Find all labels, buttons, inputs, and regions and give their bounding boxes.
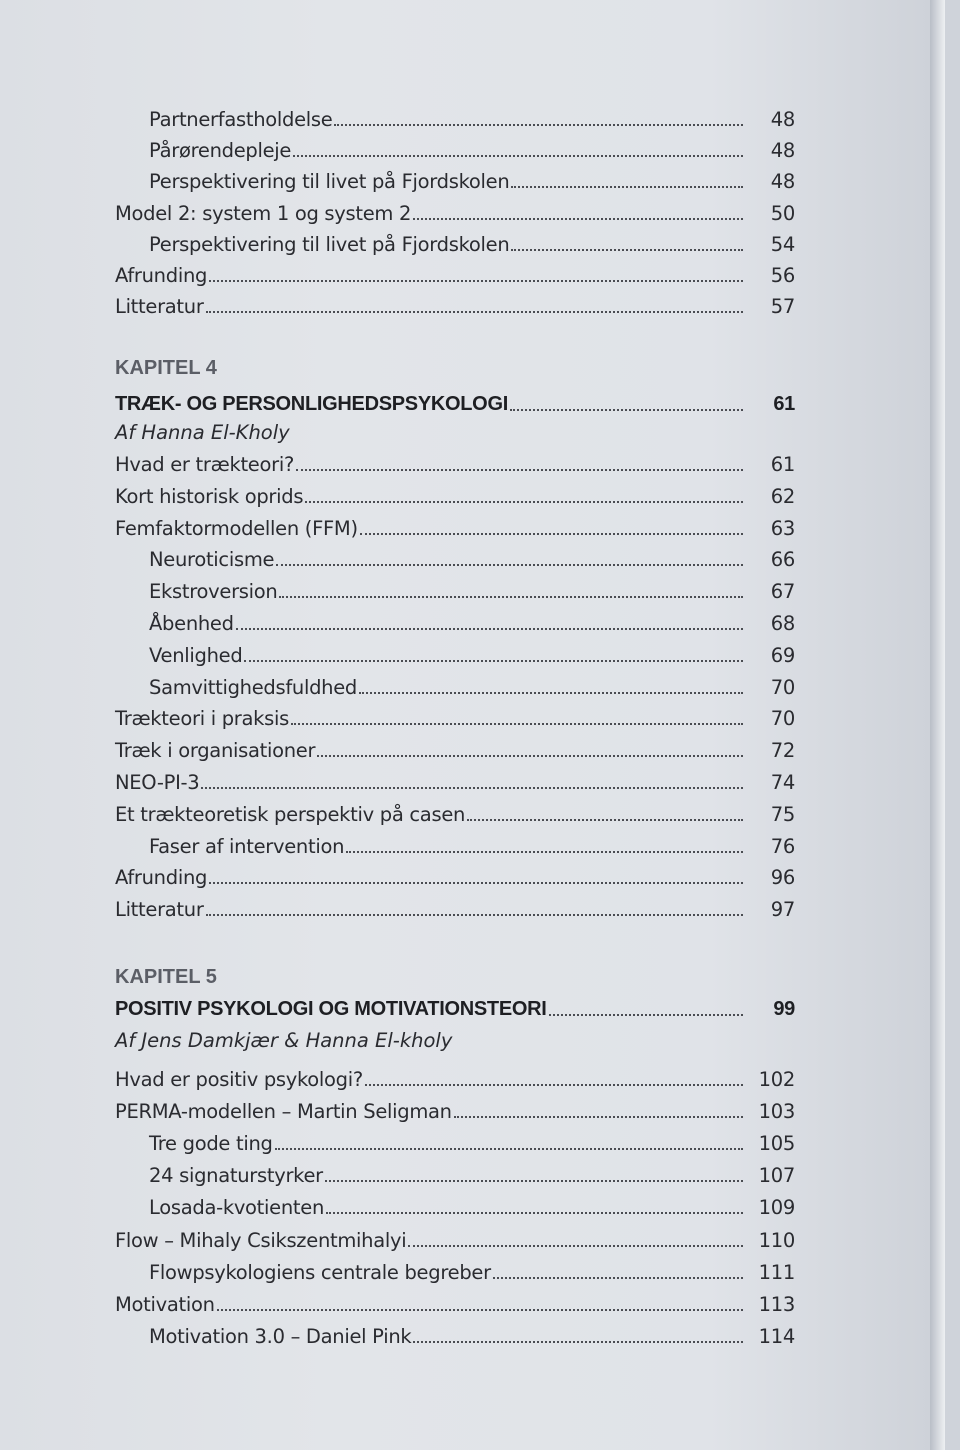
dot-leader [493,1276,743,1279]
dot-leader [317,754,743,757]
dot-leader [236,627,743,630]
dot-leader [365,1083,743,1086]
toc-entry-title: Et trækteoretisk perspektiv på casen [115,802,466,826]
toc-entry-title: Pårørendepleje [149,139,292,163]
toc-page-number: 57 [770,295,795,319]
toc-entry [115,195,795,225]
toc-entry [115,1286,795,1316]
dot-leader [296,468,743,471]
toc-entry [115,732,795,762]
toc-page-number: 111 [758,1260,795,1284]
toc-entry-title: Partnerfastholdelse [149,108,333,131]
toc-entry [115,859,795,889]
toc-entry [115,288,795,318]
toc-page-number: 97 [770,898,795,922]
toc-entry-title: Tre gode ting [149,1132,273,1156]
chapter-author: Af Jens Damkjær & Hanna El-kholy [115,1029,453,1052]
toc-page-number: 63 [770,516,795,540]
toc-entry [149,1189,795,1219]
dot-leader [209,279,743,282]
dot-leader [467,818,743,821]
toc-entry-title: Ekstroversion [149,580,278,604]
toc-entry-title: Trækteori i praksis [115,707,289,731]
toc-page-number: 76 [770,834,795,858]
toc-page-number: 110 [758,1228,795,1252]
toc-page-number: 70 [770,675,795,699]
toc-entry-title: Litteratur [115,898,204,922]
dot-leader [511,185,743,188]
toc-entry-title: Venlighed [149,643,243,667]
dot-leader [201,786,743,789]
toc-entry [149,101,795,131]
toc-entry [115,478,795,508]
dot-leader [511,248,743,251]
toc-entry-title: NEO-PI-3 [115,771,200,794]
toc-entry-title: Motivation [115,1292,215,1316]
dot-leader [413,217,743,220]
toc-entry-title: Åbenhed [149,612,234,635]
toc-entry-title: Neuroticisme [149,548,275,572]
toc-page-number: 107 [758,1164,795,1188]
dot-leader [291,722,743,725]
toc-entry-title: Perspektivering til livet på Fjordskolen [149,232,510,256]
toc-page-number: 114 [758,1324,795,1348]
dot-leader [206,913,743,916]
toc-page-number: 61 [773,393,795,415]
toc-page-number: 74 [770,771,795,794]
toc-entry-title: Femfaktormodellen (FFM) [115,516,358,540]
toc-page-number: 54 [770,232,795,256]
chapter-author: Af Hanna El-Kholy [115,421,290,444]
toc-entry-title: Afrunding [115,264,208,287]
toc-page-number: 61 [770,453,795,476]
toc-entry [115,257,795,287]
dot-leader [217,1308,743,1311]
toc-page-number: 75 [770,802,795,826]
dot-leader [279,595,743,598]
toc-entry [115,891,795,921]
toc-page-number: 62 [770,484,795,508]
dot-leader [334,123,743,126]
dot-leader [359,691,743,694]
toc-page-number: 56 [770,264,795,287]
toc-entry [149,573,795,603]
page-edge [930,0,945,1450]
toc-page-number: 72 [770,739,795,763]
toc-page-number: 48 [770,139,795,163]
dot-leader [346,850,743,853]
toc-page-number: 69 [770,643,795,667]
toc-entry [149,605,795,635]
toc-entry [115,1061,795,1091]
toc-entry-title: 24 signaturstyrker [149,1164,323,1188]
toc-entry-title: Hvad er trækteori? [115,453,295,476]
toc-entry [149,669,795,699]
dot-leader [209,881,743,884]
toc-entry-title: Perspektivering til livet på Fjordskolen [149,170,510,194]
toc-page-number: 99 [773,998,795,1020]
toc-entry [149,541,795,571]
toc-page-number: 48 [770,108,795,131]
toc-entry-title: POSITIV PSYKOLOGI OG MOTIVATIONSTEORI [115,998,547,1020]
toc-entry [115,764,795,794]
chapter-label: KAPITEL 5 [115,966,217,988]
chapter-label: KAPITEL 4 [115,357,217,379]
toc-page-number: 96 [770,866,795,890]
toc-entry [149,163,795,193]
toc-entry-title: Hvad er positiv psykologi? [115,1068,363,1091]
toc-page-number: 66 [770,548,795,572]
toc-entry [149,828,795,858]
toc-entry [115,991,795,1021]
dot-leader [413,1340,743,1343]
dot-leader [408,1244,743,1247]
toc-entry-title: TRÆK- OG PERSONLIGHEDSPSYKOLOGI [115,393,508,415]
toc-entry [115,796,795,826]
dot-leader [325,1179,743,1182]
toc-entry-title: Motivation 3.0 – Daniel Pink [149,1324,412,1348]
toc-page-number: 68 [770,612,795,635]
toc-entry [149,1318,795,1348]
dot-leader [454,1115,743,1118]
dot-leader [305,500,743,503]
toc-entry [149,1157,795,1187]
toc-entry-title: Flowpsykologiens centrale begreber [149,1260,491,1284]
toc-entry-title: Samvittighedsfuldhed [149,675,358,699]
toc-entry [149,1254,795,1284]
toc-entry [149,226,795,256]
dot-leader [360,532,743,535]
toc-entry-title: Faser af intervention [149,834,345,858]
toc-entry-title: Afrunding [115,866,208,890]
toc-entry [115,1093,795,1123]
dot-leader [510,408,743,411]
toc-page-number: 113 [758,1292,795,1316]
dot-leader [276,563,743,566]
dot-leader [275,1147,743,1150]
toc-page-number: 109 [758,1196,795,1220]
toc-entry [149,132,795,162]
toc-entry-title: Model 2: system 1 og system 2 [115,201,412,225]
toc-entry [149,637,795,667]
dot-leader [549,1013,743,1016]
toc-entry-title: PERMA-modellen – Martin Seligman [115,1100,452,1124]
toc-page-number: 50 [770,201,795,225]
toc-entry [115,1222,795,1252]
toc-entry-title: Kort historisk oprids [115,484,304,508]
toc-entry-title: Træk i organisationer [115,739,316,763]
dot-leader [326,1211,743,1214]
toc-page-number: 67 [770,580,795,604]
toc-entry-title: Litteratur [115,295,204,319]
dot-leader [244,659,743,662]
toc-entry [115,446,795,476]
toc-page-number: 105 [758,1132,795,1156]
toc-page-number: 48 [770,170,795,194]
toc-entry-title: Flow – Mihaly Csikszentmihalyi [115,1228,407,1252]
dot-leader [206,310,743,313]
toc-entry-title: Losada-kvotienten [149,1196,325,1220]
toc-entry [149,1125,795,1155]
toc-entry [115,510,795,540]
toc-page-number: 70 [770,707,795,731]
toc-entry [115,700,795,730]
toc-page-number: 102 [758,1068,795,1091]
toc-entry [115,386,795,416]
toc-page-number: 103 [758,1100,795,1124]
dot-leader [293,154,743,157]
